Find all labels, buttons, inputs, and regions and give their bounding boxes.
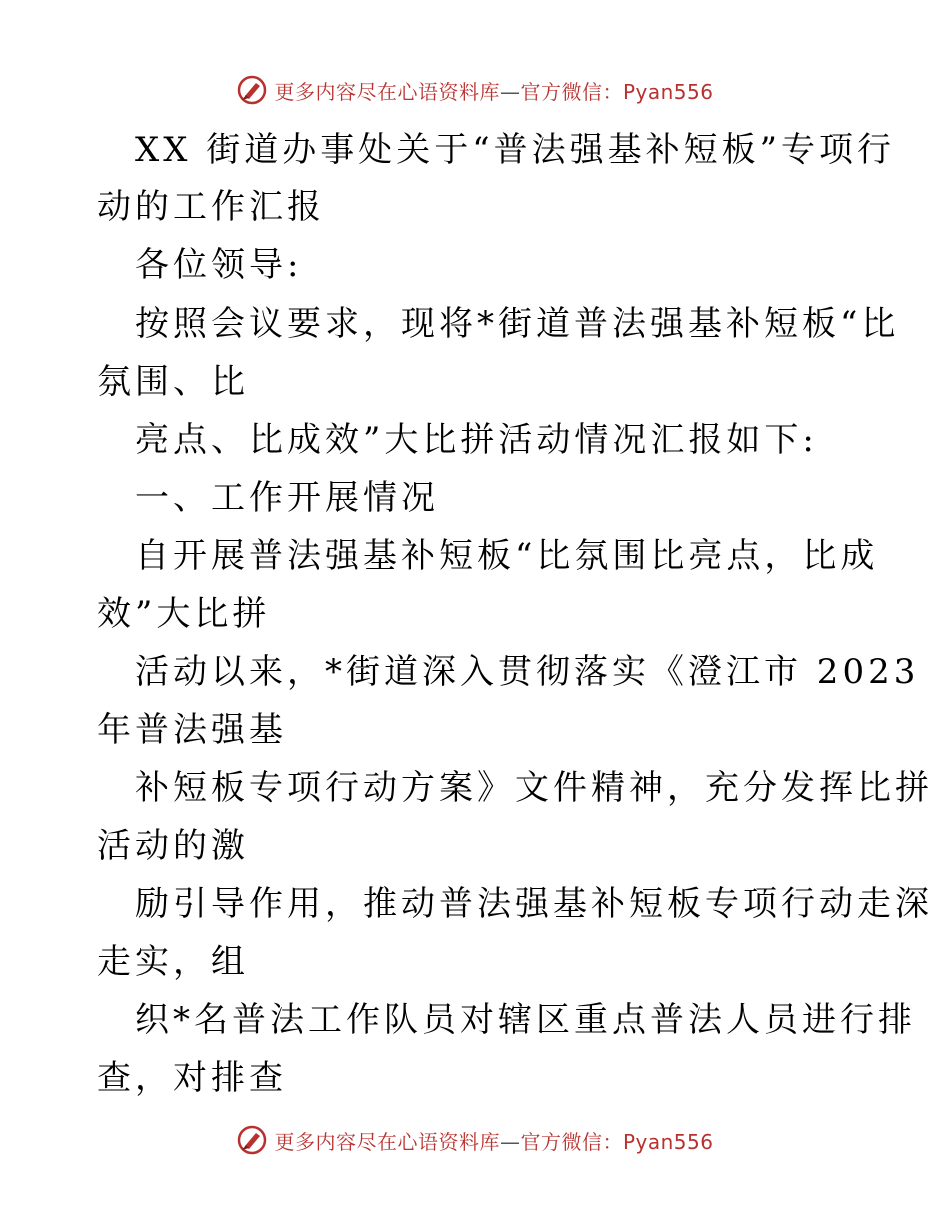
watermark-brand: 更多内容尽在心语资料库 [274,1129,500,1154]
paragraph-line: 活动以来，*街道深入贯彻落实《澄江市 2023 [135,652,920,692]
pen-circle-logo-icon [236,1124,268,1156]
paragraph-line: 励引导作用，推动普法强基补短板专项行动走深 [135,884,933,924]
watermark-separator: — [499,79,521,104]
paragraph-line: 效”大比拼 [97,594,271,634]
paragraph-line: 自开展普法强基补短板“比氛围比亮点，比成 [135,536,879,576]
title-line-1: XX 街道办事处关于“普法强基补短板”专项行 [135,130,895,170]
paragraph-line: 查，对排查 [97,1058,287,1098]
paragraph-line: 按照会议要求，现将*街道普法强基补短板“比 [135,304,900,344]
watermark-brand: 更多内容尽在心语资料库 [274,79,500,104]
watermark-text [274,76,713,105]
paragraph-line: 走实，组 [97,942,249,982]
watermark-contact: 官方微信：Pyan556 [520,79,714,104]
watermark-separator: — [499,1129,521,1154]
watermark-text [274,1126,713,1155]
paragraph-line: 织*名普法工作队员对辖区重点普法人员进行排 [135,1000,916,1040]
section-heading: 一、工作开展情况 [135,478,439,518]
paragraph-line: 活动的激 [97,826,249,866]
salutation: 各位领导: [135,245,303,285]
footer-watermark [0,1120,950,1160]
header-watermark [0,70,950,110]
paragraph-line: 氛围、比 [97,362,249,402]
pen-circle-logo-icon [236,74,268,106]
watermark-contact: 官方微信：Pyan556 [520,1129,714,1154]
paragraph-line: 补短板专项行动方案》文件精神，充分发挥比拼 [135,768,933,808]
title-line-2: 动的工作汇报 [97,187,325,227]
paragraph-line: 亮点、比成效”大比拼活动情况汇报如下: [135,420,818,460]
paragraph-line: 年普法强基 [97,710,287,750]
